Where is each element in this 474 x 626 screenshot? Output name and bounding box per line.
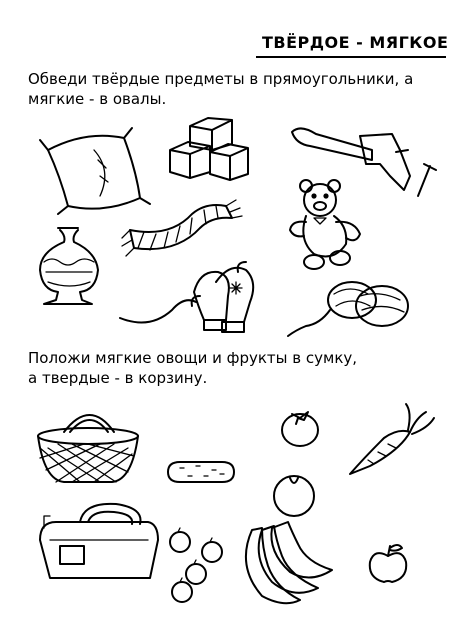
peach-drawing [274, 476, 314, 516]
yarn-ball-drawing [288, 282, 408, 336]
cucumber-drawing [168, 462, 234, 482]
teddy-bear-drawing [290, 180, 360, 269]
tomato-drawing [282, 412, 318, 446]
instruction-hard-soft-line1: Обведи твёрдые предметы в прямоугольники, а [28, 70, 414, 88]
instruction-hard-soft-line2: мягкие - в овалы. [28, 90, 167, 108]
basket-drawing [38, 415, 138, 482]
worksheet-title: ТВЁРДОЕ - МЯГКОЕ [262, 33, 449, 52]
mittens-drawing [120, 262, 253, 332]
berries-drawing [170, 528, 222, 602]
instruction-bag-basket-line1: Положи мягкие овощи и фрукты в сумку, [28, 349, 358, 367]
bananas-drawing [246, 522, 332, 603]
bag-drawing [40, 504, 158, 578]
vase-drawing [40, 228, 98, 304]
carrot-drawing [350, 404, 434, 474]
apple-drawing [370, 545, 406, 582]
instruction-bag-basket-line2: а твердые - в корзину. [28, 369, 208, 387]
scarf-drawing [122, 200, 242, 256]
toy-blocks-drawing [170, 118, 248, 180]
pillow-drawing [40, 128, 150, 214]
